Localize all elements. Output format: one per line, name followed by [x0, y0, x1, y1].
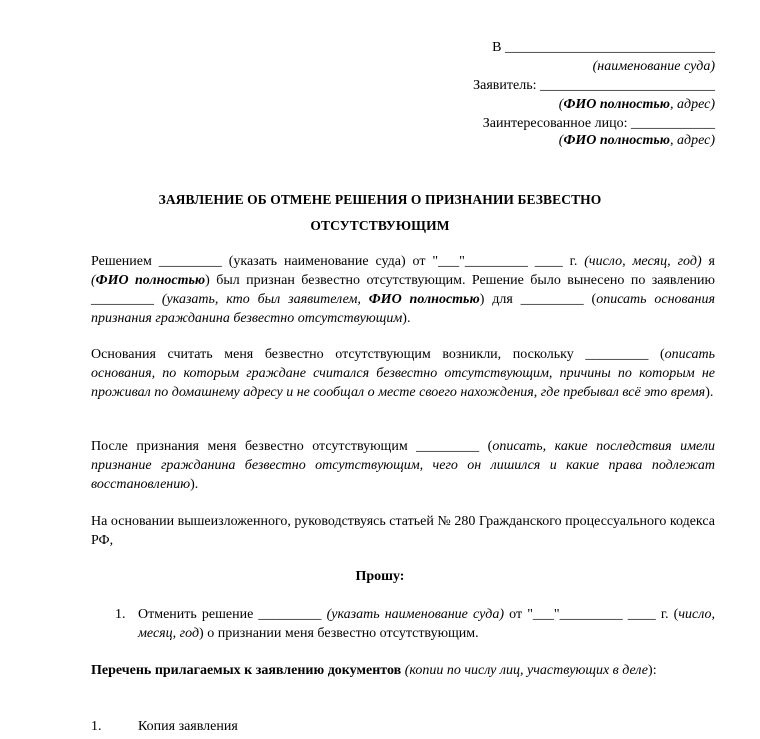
para1-italic3: (указать, кто был заявителем, — [161, 292, 369, 307]
attachment-item-number: 1. — [91, 719, 102, 734]
para3-text1: После признания меня безвестно отсутствующим _________ ( — [91, 439, 493, 454]
court-line — [492, 38, 715, 57]
para4-text1: На основании вышеизложенного, руководствуясь статьей № 280 Гражданского процессуального кодекса РФ, — [91, 514, 715, 548]
paragraph-grounds — [91, 345, 715, 402]
document-title-line2: ОТСУТСТВУЮЩИМ — [310, 218, 450, 233]
interested-hint — [559, 131, 715, 150]
request-item-italic1: (указать наименование суда) — [326, 607, 505, 622]
request-item-text1: Отменить решение _________ — [138, 607, 327, 622]
document-title-line1: ЗАЯВЛЕНИЕ ОБ ОТМЕНЕ РЕШЕНИЯ О ПРИЗНАНИИ БЕЗВЕСТНО — [158, 192, 602, 207]
interested-hint-bold: ФИО полностью — [563, 133, 670, 148]
court-line-text: В ______________________________ — [492, 40, 715, 55]
applicant-hint-bold: ФИО полностью — [563, 97, 670, 112]
applicant-line — [473, 76, 715, 95]
attachment-item-label: Копия заявления — [138, 719, 238, 734]
paragraph-basis — [91, 512, 715, 550]
para1-text2: я — [701, 254, 715, 269]
request-heading: Прошу: — [355, 569, 405, 584]
request-item-text3: ) о признании меня безвестно отсутствующим. — [199, 626, 479, 641]
para1-italic1: (число, месяц, год) — [584, 254, 702, 269]
para1-text5: ). — [402, 311, 411, 326]
para1-italic2: ( — [91, 273, 96, 288]
para1-text3: ) был признан безвестно отсутствующим. Решение было вынесено по заявлению _________ — [91, 273, 715, 307]
applicant-hint — [559, 95, 715, 114]
para1-text1: Решением _________ (указать наименование суда) от "___"_________ ____ г. — [91, 254, 585, 269]
request-item-number: 1. — [115, 607, 126, 622]
interested-line-text: Заинтересованное лицо: ____________ — [482, 116, 715, 131]
applicant-hint-open: ( — [558, 97, 564, 112]
para2-text2: ). — [705, 385, 714, 400]
para2-text1: Основания считать меня безвестно отсутствующим возникли, поскольку _________ ( — [91, 347, 665, 362]
applicant-line-text: Заявитель: _________________________ — [473, 78, 715, 93]
para1-italic4: описать основания признания гражданина безвестно отсутствующим — [91, 292, 715, 326]
interested-hint-open: ( — [558, 133, 564, 148]
attachments-heading-bold: Перечень прилагаемых к заявлению документов — [91, 663, 402, 678]
attachments-heading-italic: (копии по числу лиц, участвующих в деле — [401, 663, 649, 678]
interested-hint-rest: , адрес) — [670, 133, 715, 148]
para2-italic1: описать основания, по которым граждане считался безвестно отсутствующим, причины по которым не проживал по домашнему адресу и не сообщал о месте своего нахождения, где пребывал всё это время — [91, 347, 715, 400]
request-item — [138, 605, 715, 643]
attachments-heading — [91, 661, 715, 680]
request-item-text2: от "___"_________ ____ г. ( — [504, 607, 679, 622]
para1-bold-italic2: ФИО полностью — [95, 273, 206, 288]
para1-text4: ) для _________ ( — [479, 292, 597, 307]
paragraph-consequences — [91, 437, 715, 494]
paragraph-decision — [91, 252, 715, 328]
court-hint — [593, 57, 715, 76]
request-item-italic2: число, месяц, год — [138, 607, 716, 641]
court-hint-text: (наименование суда) — [592, 59, 715, 74]
para3-text2: ). — [190, 477, 199, 492]
para1-bold-italic3: ФИО полностью — [368, 292, 480, 307]
applicant-hint-rest: , адрес) — [670, 97, 715, 112]
para3-italic1: описать, какие последствия имели признание гражданина безвестно отсутствующим, чего он лишился и какие права подлежат восстановлению — [91, 439, 715, 492]
attachments-heading-end: ): — [648, 663, 657, 678]
